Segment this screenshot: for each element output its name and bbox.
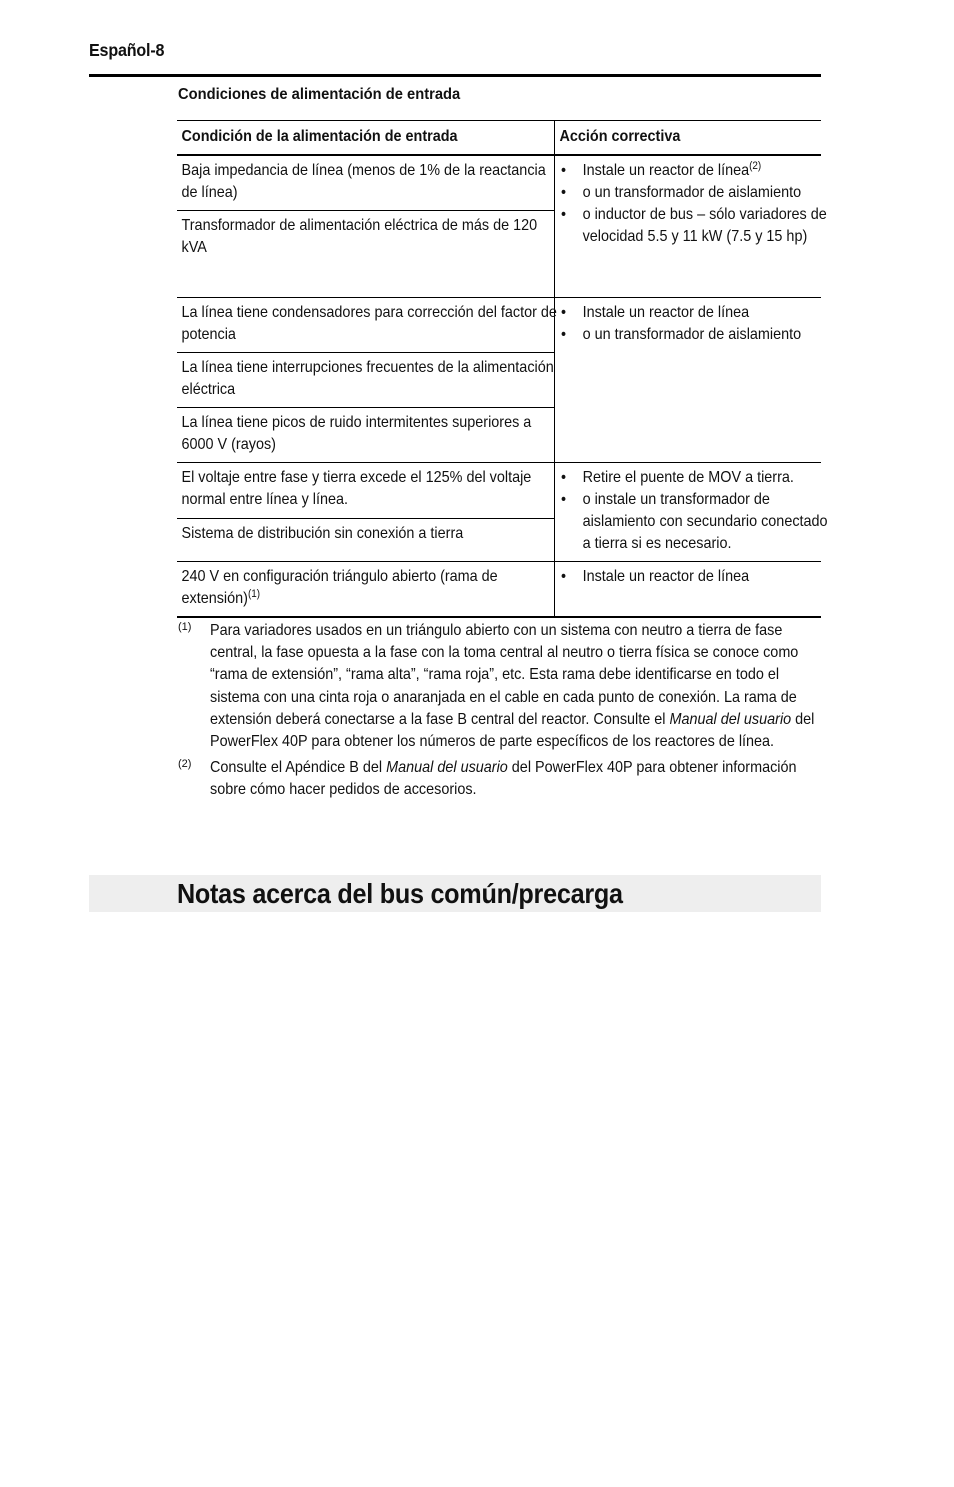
condition-cell: 240 V en configuración triángulo abierto (rama de extensión)$^{(1)}$: [177, 562, 555, 618]
list-item: • o un transformador de aislamiento: [561, 324, 838, 346]
section-heading-band: [89, 875, 821, 912]
action-list: [555, 562, 821, 594]
action-cell: [555, 463, 828, 562]
header-condition: Condición de la alimentación de entrada: [177, 121, 555, 156]
table-row: [177, 463, 821, 519]
section-title: Notas acerca del bus común/precarga: [177, 878, 623, 909]
list-item: • Instale un reactor de línea$^{(2)}$: [561, 160, 838, 182]
footnote-mark: (1): [178, 621, 192, 633]
table-row: [177, 562, 821, 618]
condition-cell: Baja impedancia de línea (menos de 1% de la reactancia de línea): [177, 155, 555, 211]
table-caption: Condiciones de alimentación de entrada: [178, 86, 461, 103]
action-list: [555, 463, 828, 561]
list-item: • o un transformador de aislamiento: [561, 182, 838, 204]
condition-cell: Transformador de alimentación eléctrica de más de 120 kVA: [177, 211, 555, 298]
list-item: • o instale un transformador de aislamiento con secundario conectado a tierra si es necesario.: [561, 489, 838, 555]
footnotes: [178, 620, 820, 806]
page-header: [89, 38, 821, 77]
action-cell: [555, 155, 827, 298]
action-list: [555, 298, 821, 352]
list-item: • o inductor de bus – sólo variadores de velocidad 5.5 y 11 kW (7.5 y 15 hp): [561, 204, 838, 248]
footnote-text: Para variadores usados en un triángulo abierto con un sistema con neutro a tierra de fase central, la fase opuesta a la fase con la toma central al neutro o tierra física se conoce como “rama de extensión”, “rama alta”, “rama roja”, etc. Esta rama debe identificarse en todo el sistema con una cinta roja o anaranjada en el cable en cada punto de conexión. La rama de extensión deberá conectarse a la fase B central del reactor. Consulte el Manual del usuario del PowerFlex 40P para obtener los números de parte específicos de los reactores de línea.: [210, 622, 815, 751]
list-item: • Retire el puente de MOV a tierra.: [561, 467, 838, 489]
page-number-label: Español-8: [89, 40, 165, 60]
condition-cell: La línea tiene interrupciones frecuentes de la alimentación eléctrica: [177, 353, 555, 408]
action-list: [555, 156, 827, 254]
footnote-2: [178, 757, 820, 801]
table-row: [177, 298, 821, 353]
footnote-mark: (2): [178, 758, 192, 771]
condition-cell: El voltaje entre fase y tierra excede el 125% del voltaje normal entre línea y línea.: [177, 463, 555, 519]
footnote-1: [178, 620, 820, 753]
action-cell: [555, 562, 822, 618]
input-power-conditions-table: [177, 120, 828, 618]
table-row: [177, 155, 821, 211]
condition-cell: La línea tiene picos de ruido intermitentes superiores a 6000 V (rayos): [177, 408, 555, 463]
table-header-row: [177, 121, 821, 156]
footnote-text: Consulte el Apéndice B del Manual del usuario del PowerFlex 40P para obtener información sobre cómo hacer pedidos de accesorios.: [210, 759, 797, 799]
header-action: Acción correctiva: [555, 121, 822, 156]
condition-cell: La línea tiene condensadores para corrección del factor de potencia: [177, 298, 555, 353]
action-cell: [555, 298, 822, 463]
condition-cell: Sistema de distribución sin conexión a tierra: [177, 519, 555, 562]
list-item: • Instale un reactor de línea: [561, 566, 838, 588]
list-item: • Instale un reactor de línea: [561, 302, 838, 324]
